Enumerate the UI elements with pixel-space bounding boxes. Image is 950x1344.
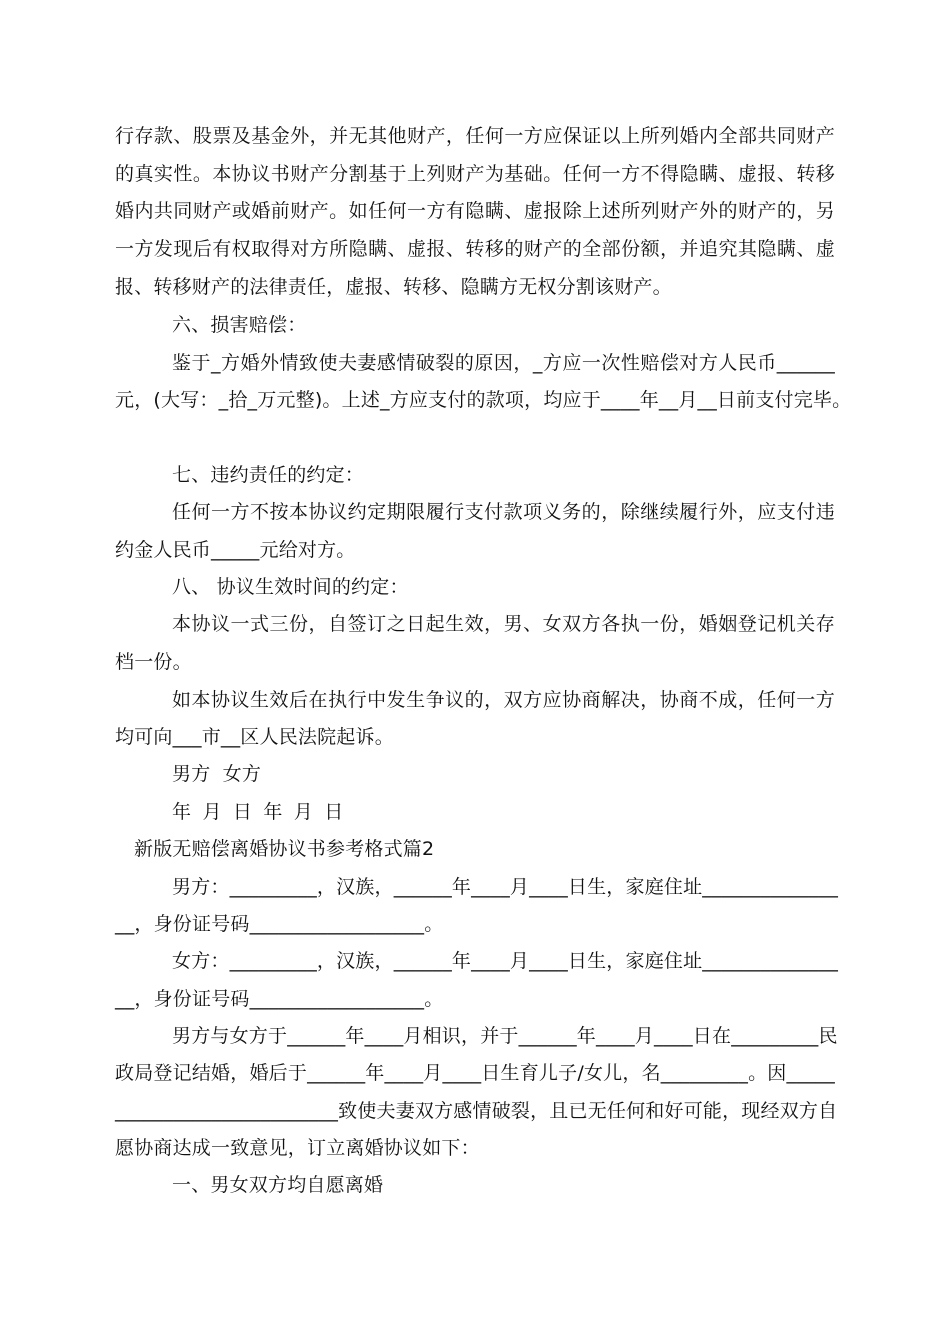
body-line: _______________________致使夫妻双方感情破裂，且已无任何和好可能，现经双方自 xyxy=(115,1100,838,1122)
body-line: 行存款、股票及基金外，并无其他财产，任何一方应保证以上所列婚内全部共同财产 xyxy=(115,125,835,147)
body-line: 男方：_________，汉族，______年____月____日生，家庭住址______________ xyxy=(172,876,839,898)
signature-line: 男方 女方 xyxy=(172,763,262,785)
section-heading: 七、违约责任的约定： xyxy=(172,464,365,486)
body-line: 鉴于_方婚外情致使夫妻感情破裂的原因，_方应一次性赔偿对方人民币______ xyxy=(172,352,835,374)
body-line: 女方：_________，汉族，______年____月____日生，家庭住址______________ xyxy=(172,950,839,972)
date-line: 年 月 日 年 月 日 xyxy=(172,801,344,823)
section-heading: 一、男女双方均自愿离婚 xyxy=(172,1174,384,1196)
body-line: 均可向___市__区人民法院起诉。 xyxy=(115,726,394,748)
body-line: __，身份证号码__________________。 xyxy=(115,913,444,935)
body-line: 政局登记结婚，婚后于______年____月____日生育儿子/女儿，名_________。因_____ xyxy=(115,1062,835,1084)
body-line: 一方发现后有权取得对方所隐瞒、虚报、转移的财产的全部份额，并追究其隐瞒、虚 xyxy=(115,238,835,260)
body-line: 婚内共同财产或婚前财产。如任何一方有隐瞒、虚报除上述所列财产外的财产的，另 xyxy=(115,200,835,222)
body-line: 本协议一式三份，自签订之日起生效，男、女双方各执一份，婚姻登记机关存 xyxy=(172,613,835,635)
body-line: 男方与女方于______年____月相识，并于______年____月____日在_________民 xyxy=(172,1025,838,1047)
section-title: 新版无赔偿离婚协议书参考格式篇2 xyxy=(134,838,435,860)
section-heading: 六、损害赔偿： xyxy=(172,314,307,336)
body-line: 的真实性。本协议书财产分割基于上列财产为基础。任何一方不得隐瞒、虚报、转移 xyxy=(115,163,835,185)
body-line: 报、转移财产的法律责任，虚报、转移、隐瞒方无权分割该财产。 xyxy=(115,276,672,298)
body-line: 任何一方不按本协议约定期限履行支付款项义务的，除继续履行外，应支付违 xyxy=(172,501,835,523)
body-line: __，身份证号码__________________。 xyxy=(115,988,444,1010)
body-line: 愿协商达成一致意见，订立离婚协议如下： xyxy=(115,1137,480,1159)
section-heading: 八、 协议生效时间的约定： xyxy=(172,576,409,598)
body-line: 如本协议生效后在执行中发生争议的，双方应协商解决，协商不成，任何一方 xyxy=(172,689,835,711)
body-line: 档一份。 xyxy=(115,651,192,673)
body-line: 约金人民币_____元给对方。 xyxy=(115,539,356,561)
body-line: 元，(大写：_拾_万元整)。上述_方应支付的款项，均应于____年__月__日前支付完毕。 xyxy=(115,389,852,411)
